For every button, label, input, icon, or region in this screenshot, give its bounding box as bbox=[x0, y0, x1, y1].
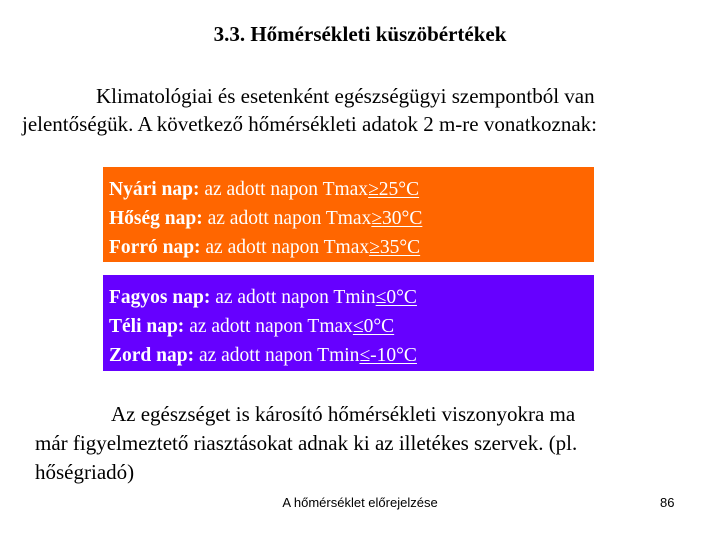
page-number: 86 bbox=[660, 495, 675, 510]
intro-paragraph bbox=[22, 82, 702, 138]
definition-term: Hőség nap: bbox=[109, 208, 203, 229]
definition-text: az adott napon Tmax bbox=[202, 208, 372, 229]
definition-term: Fagyos nap: bbox=[109, 287, 211, 308]
definition-term: Nyári nap: bbox=[109, 179, 200, 200]
frost-day-row bbox=[109, 283, 594, 312]
hot-days-box bbox=[103, 167, 594, 262]
intro-line-2: jelentőségük. A következő hőmérsékleti adatok 2 m-re vonatkoznak: bbox=[22, 112, 597, 136]
definition-term: Zord nap: bbox=[109, 345, 195, 366]
threshold-condition: ≤-10°C bbox=[359, 345, 417, 366]
definition-term: Téli nap: bbox=[109, 316, 185, 337]
closing-paragraph bbox=[35, 400, 705, 487]
winter-day-row bbox=[109, 312, 594, 341]
intro-line-1: Klimatológiai és esetenként egészségügyi szempontból van bbox=[96, 84, 595, 108]
heat-day-row bbox=[109, 204, 594, 233]
threshold-condition: ≥30°C bbox=[371, 208, 423, 229]
severe-day-row bbox=[109, 341, 594, 370]
closing-line-1: Az egészséget is károsító hőmérsékleti viszonyokra ma bbox=[111, 402, 576, 426]
cold-days-box bbox=[103, 275, 594, 371]
slide-footer: A hőmérséklet előrejelzése bbox=[282, 495, 438, 510]
closing-line-2: már figyelmeztető riasztásokat adnak ki az illetékes szervek. (pl. bbox=[35, 431, 578, 455]
hot-day-row bbox=[109, 233, 594, 262]
closing-line-3: hőségriadó) bbox=[35, 460, 135, 484]
definition-text: az adott napon Tmax bbox=[199, 179, 369, 200]
definition-text: az adott napon Tmin bbox=[194, 345, 360, 366]
threshold-condition: ≥35°C bbox=[369, 237, 421, 258]
summer-day-row bbox=[109, 175, 594, 204]
definition-text: az adott napon Tmax bbox=[200, 237, 370, 258]
threshold-condition: ≥25°C bbox=[368, 179, 420, 200]
threshold-condition: ≤0°C bbox=[352, 316, 395, 337]
threshold-condition: ≤0°C bbox=[375, 287, 417, 308]
slide-title: 3.3. Hőmérsékleti küszöbértékek bbox=[213, 22, 507, 46]
definition-text: az adott napon Tmax bbox=[184, 316, 353, 337]
definition-text: az adott napon Tmin bbox=[210, 287, 376, 308]
definition-term: Forró nap: bbox=[109, 237, 201, 258]
